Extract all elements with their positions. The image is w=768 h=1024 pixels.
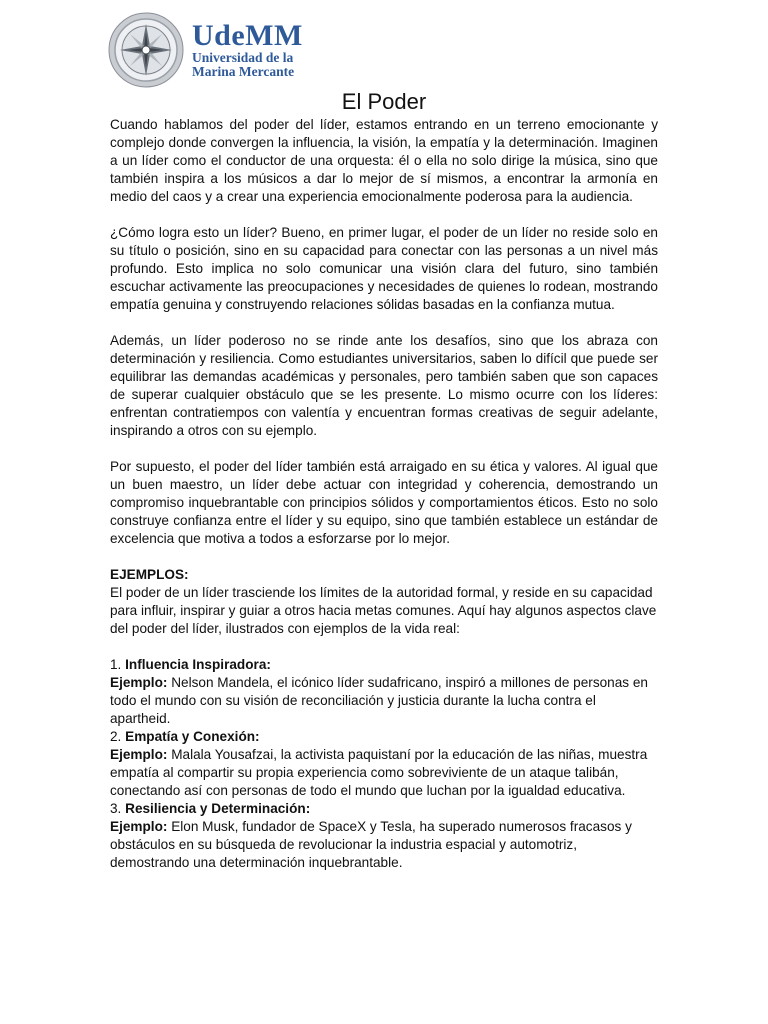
university-wordmark — [192, 21, 303, 79]
logo-line-2: Marina Mercante — [192, 64, 295, 79]
university-header — [108, 12, 303, 88]
example-1-heading: 1. Influencia Inspiradora: — [110, 657, 271, 672]
page-title: El Poder — [341, 89, 427, 114]
example-2-body: Ejemplo: Malala Yousafzai, la activista paquistaní por la educación de las niñas, muestra empatía al compartir su propia experiencia como sobreviviente de un ataque talibán, conectando así con personas de todo el mundo que luchan por la igualdad educativa. — [110, 747, 648, 798]
paragraph-2: ¿Cómo logra esto un líder? Bueno, en primer lugar, el poder de un líder no reside solo en su título o posición, sino en su capacidad para conectar con las personas a un nivel más profundo. Esto implica no solo comunicar una visión clara del futuro, sino también escuchar activamente las preocupaciones y necesidades de quienes lo rodean, mostrando empatía genuina y construyendo relaciones sólidas basadas en la confianza mutua. — [110, 225, 658, 312]
paragraph-1: Cuando hablamos del poder del líder, estamos entrando en un terreno emocionante y complejo donde convergen la influencia, la visión, la empatía y la determinación. Imaginen a un líder como el conductor de una orquesta: él o ella no solo dirige la música, sino que también inspira a los músicos a dar lo mejor de sí mismos, a encontrar la armonía en medio del caos y a crear una experiencia emocionalmente poderosa para la audiencia. — [110, 117, 658, 204]
paragraph-4: Por supuesto, el poder del líder también está arraigado en su ética y valores. Al igual que un buen maestro, un líder debe actuar con integridad y coherencia, demostrando un compromiso inquebrantable con principios sólidos y comportamientos éticos. Esto no solo construye confianza entre el líder y su equipo, sino que también establece un estándar de excelencia que motiva a todos a esforzarse por lo mejor. — [110, 459, 658, 546]
university-seal-icon — [108, 12, 184, 88]
examples-heading: EJEMPLOS: — [110, 567, 189, 582]
examples-intro: El poder de un líder trasciende los límites de la autoridad formal, y reside en su capacidad para influir, inspirar y guiar a otros hacia metas comunes. Aquí hay algunos aspectos clave del poder del líder, ilustrados con ejemplos de la vida real: — [110, 585, 657, 636]
logo-name: UdeMM — [192, 19, 303, 52]
example-1-body: Ejemplo: Nelson Mandela, el icónico líder sudafricano, inspiró a millones de personas en todo el mundo con su visión de reconciliación y justicia durante la lucha contra el apartheid. — [110, 675, 648, 726]
document-body — [110, 116, 658, 872]
logo-line-1: Universidad de la — [192, 50, 294, 65]
example-2-heading: 2. Empatía y Conexión: — [110, 729, 260, 744]
paragraph-3: Además, un líder poderoso no se rinde ante los desafíos, sino que los abraza con determinación y resiliencia. Como estudiantes universitarios, saben lo difícil que puede ser equilibrar las demandas académicas y personales, pero también saben que son capaces de superar cualquier obstáculo que se les presente. Lo mismo ocurre con los líderes: enfrentan contratiempos con valentía y encuentran formas creativas de seguir adelante, inspirando a otros con su ejemplo. — [110, 333, 658, 438]
example-3-heading: 3. Resiliencia y Determinación: — [110, 801, 311, 816]
example-3-body: Ejemplo: Elon Musk, fundador de SpaceX y Tesla, ha superado numerosos fracasos y obstáculos en su búsqueda de revolucionar la industria espacial y automotriz, demostrando una determinación inquebrantable. — [110, 819, 632, 870]
